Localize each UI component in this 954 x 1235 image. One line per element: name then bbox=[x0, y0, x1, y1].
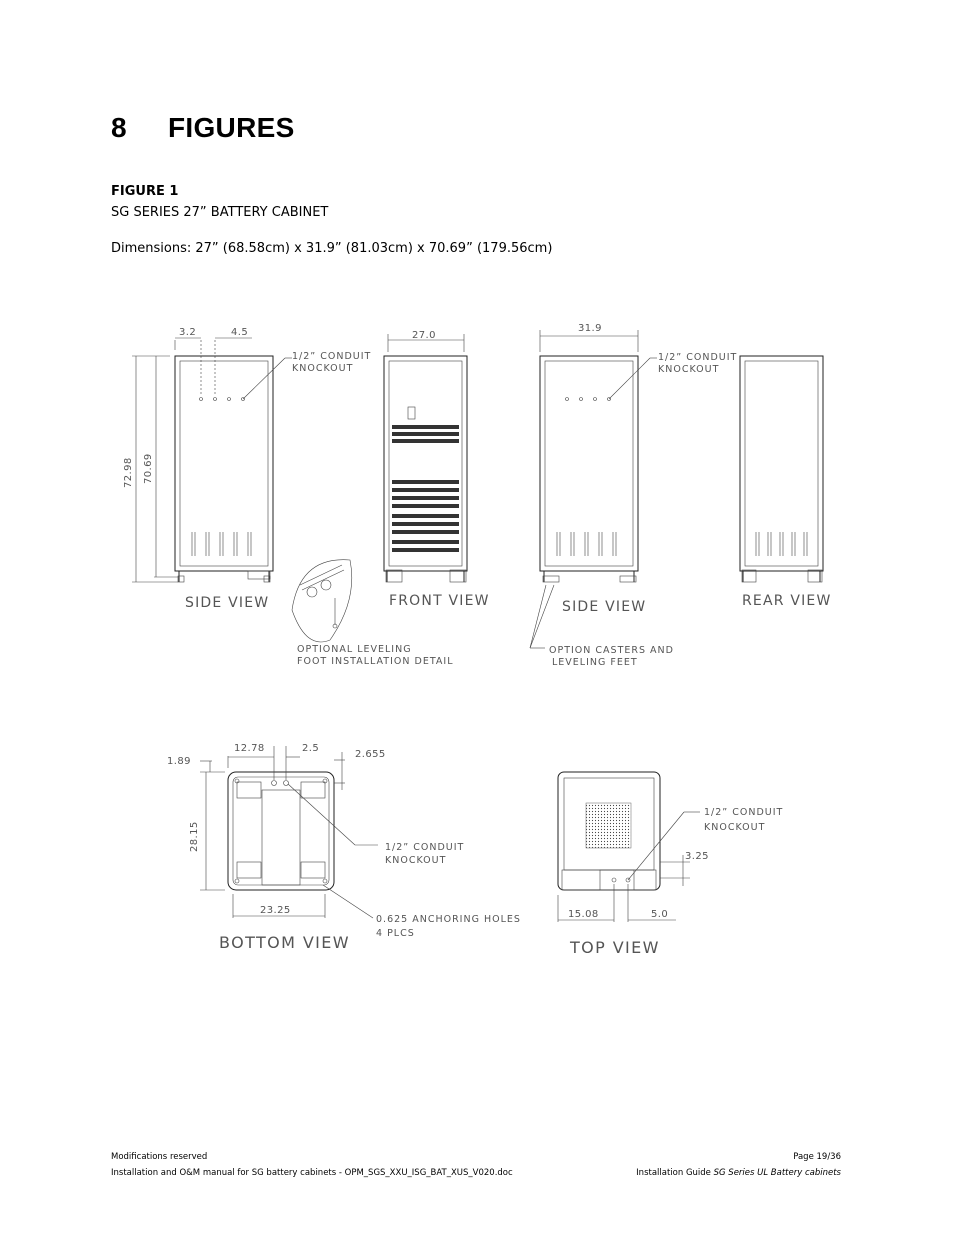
dim-15-08: 15.08 bbox=[568, 909, 599, 920]
top-view bbox=[558, 772, 700, 922]
note-leveling-1: OPTIONAL LEVELING bbox=[297, 644, 412, 655]
dim-31-9: 31.9 bbox=[578, 323, 602, 334]
dim-2-655: 2.655 bbox=[355, 749, 386, 760]
note-anchor-1: 0.625 ANCHORING HOLES bbox=[376, 914, 521, 925]
label-front-view: FRONT VIEW bbox=[389, 593, 490, 609]
dim-4-5: 4.5 bbox=[231, 327, 249, 338]
leveling-foot-detail bbox=[292, 560, 352, 642]
footer-modifications: Modifications reserved bbox=[111, 1152, 208, 1162]
label-side-view-left: SIDE VIEW bbox=[185, 595, 270, 611]
figure-label: FIGURE 1 bbox=[111, 184, 179, 199]
front-view bbox=[384, 334, 467, 582]
section-number: 8 bbox=[111, 112, 127, 143]
dim-23-25: 23.25 bbox=[260, 905, 291, 916]
footer-document-name: Installation and O&M manual for SG battery cabinets - OPM_SGS_XXU_ISG_BAT_XUS_V020.doc bbox=[111, 1168, 513, 1178]
footer-guide-title bbox=[636, 1168, 841, 1178]
front-vents-upper bbox=[392, 425, 459, 443]
label-bottom-view: BOTTOM VIEW bbox=[219, 933, 351, 952]
footer-guide-series: SG Series UL Battery cabinets bbox=[713, 1168, 841, 1178]
footer-page-number: Page 19/36 bbox=[793, 1152, 841, 1162]
front-vents-lower bbox=[392, 480, 459, 552]
label-top-view: TOP VIEW bbox=[570, 938, 660, 957]
dim-72-98: 72.98 bbox=[123, 457, 134, 488]
note-conduit-bottom-1: 1/2” CONDUIT bbox=[385, 842, 465, 853]
dim-5-0: 5.0 bbox=[651, 909, 669, 920]
footer-guide-prefix: Installation Guide bbox=[636, 1168, 714, 1178]
note-conduit-side-1: 1/2” CONDUIT bbox=[292, 351, 372, 362]
note-casters-1: OPTION CASTERS AND bbox=[549, 645, 674, 656]
note-anchor-2: 4 PLCS bbox=[376, 928, 415, 939]
rear-view bbox=[740, 356, 823, 582]
figure-title: SG SERIES 27” BATTERY CABINET bbox=[111, 205, 329, 220]
dim-1-89: 1.89 bbox=[167, 756, 191, 767]
label-side-view-right: SIDE VIEW bbox=[562, 599, 647, 615]
figure-dimensions: Dimensions: 27” (68.58cm) x 31.9” (81.03cm) x 70.69” (179.56cm) bbox=[111, 241, 553, 256]
label-rear-view: REAR VIEW bbox=[742, 593, 832, 609]
note-conduit-side-2: KNOCKOUT bbox=[292, 363, 354, 374]
note-conduit-top-2: KNOCKOUT bbox=[704, 822, 766, 833]
note-conduit-bottom-2: KNOCKOUT bbox=[385, 855, 447, 866]
note-casters-2: LEVELING FEET bbox=[552, 657, 638, 668]
bottom-view bbox=[200, 746, 378, 918]
dim-70-69: 70.69 bbox=[143, 453, 154, 484]
dim-3-2: 3.2 bbox=[179, 327, 197, 338]
note-conduit-right-2: KNOCKOUT bbox=[658, 364, 720, 375]
dim-28-15: 28.15 bbox=[189, 821, 200, 852]
dim-3-25: 3.25 bbox=[685, 851, 709, 862]
note-conduit-right-1: 1/2” CONDUIT bbox=[658, 352, 738, 363]
note-conduit-top-1: 1/2” CONDUIT bbox=[704, 807, 784, 818]
side-view-left bbox=[132, 338, 292, 582]
section-title: FIGURES bbox=[168, 112, 295, 143]
dim-27-0: 27.0 bbox=[412, 330, 436, 341]
note-leveling-2: FOOT INSTALLATION DETAIL bbox=[297, 656, 454, 667]
dim-12-78: 12.78 bbox=[234, 743, 265, 754]
dim-2-5: 2.5 bbox=[302, 743, 320, 754]
